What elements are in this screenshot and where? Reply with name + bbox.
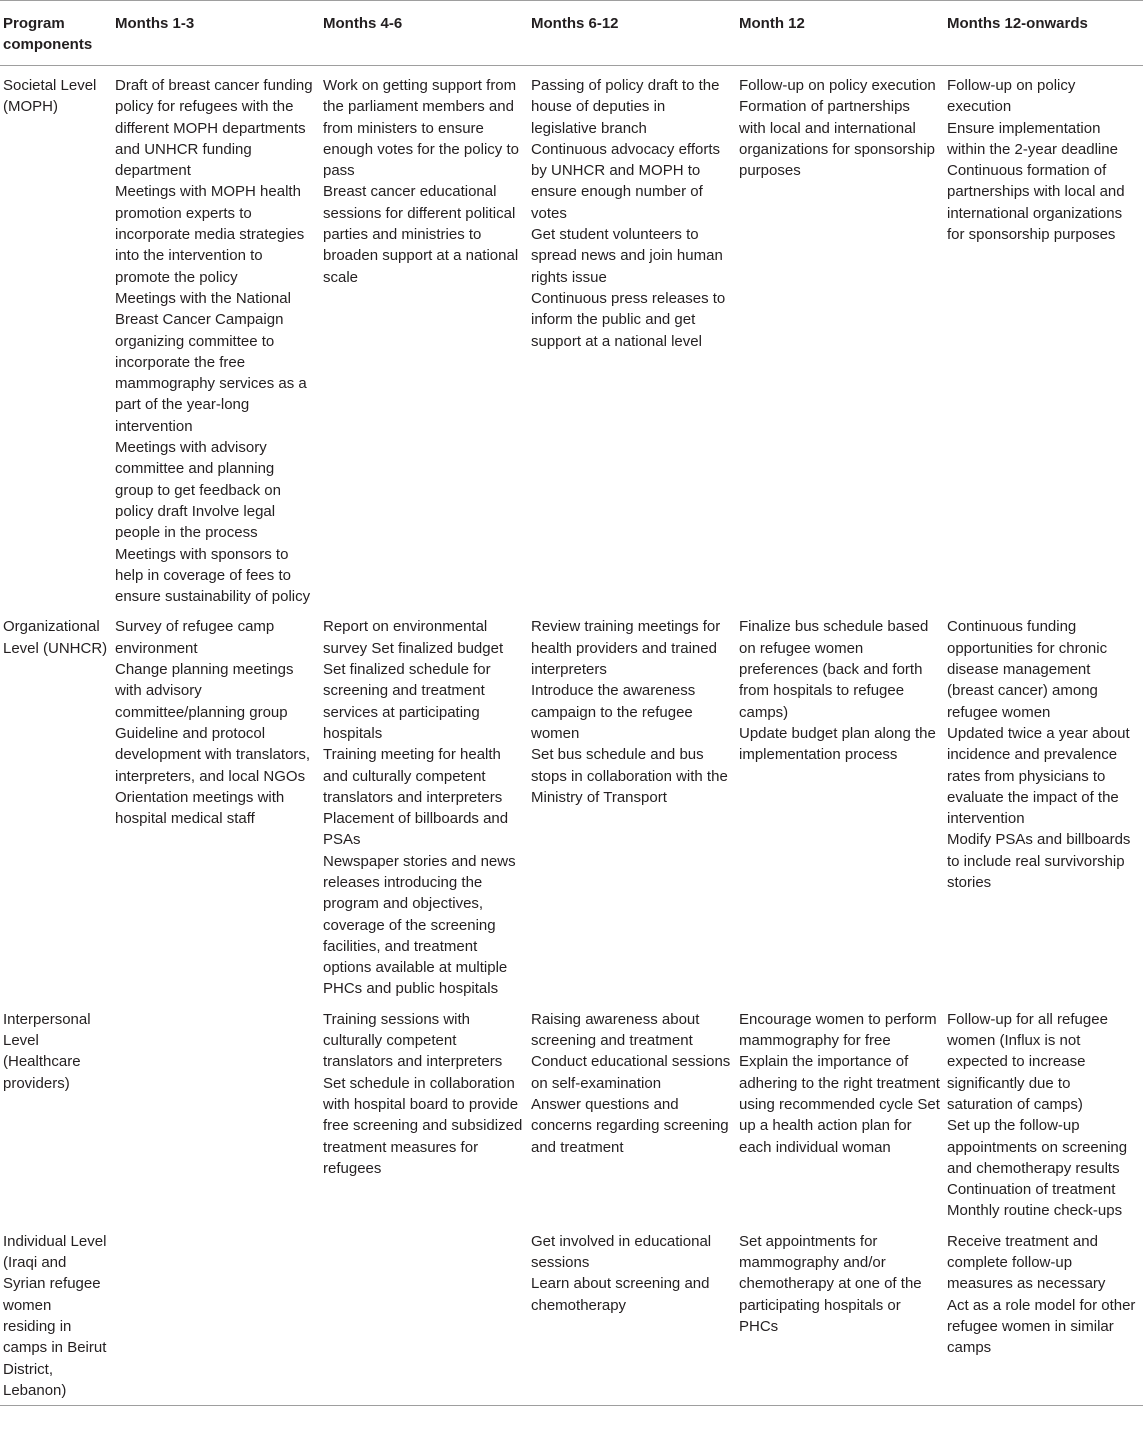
table-row (0, 607, 1143, 999)
program-component-cell: Societal Level (MOPH) (3, 77, 97, 116)
timeline-cell (112, 1222, 320, 1406)
timeline-cell (112, 1000, 320, 1222)
activity-item: Set bus schedule and bus stops in collaboration with the Ministry of Transport (531, 746, 728, 806)
program-component-cell: Organizational Level (UNHCR) (3, 618, 108, 657)
timeline-cell (112, 66, 320, 608)
timeline-cell (944, 1000, 1143, 1222)
activity-item: Encourage women to perform mammography for free (739, 1010, 937, 1050)
activity-item: Work on getting support from the parliament members and from ministers to ensure enough votes for the policy to pass (323, 77, 519, 180)
activity-item: Passing of policy draft to the house of deputies in legislative branch (531, 77, 720, 137)
timeline-cell (736, 66, 944, 608)
activity-item: Orientation meetings with hospital medical staff (115, 788, 285, 828)
program-component-cell: Individual Level (Iraqi and Syrian refugee women residing in camps in Beirut District, Lebanon) (0, 1222, 112, 1406)
activity-item: Continuous funding opportunities for chronic disease management (breast cancer) among refugee women (947, 618, 1108, 721)
timeline-cell (736, 607, 944, 999)
activity-item: Receive treatment and complete follow-up measures as necessary (947, 1232, 1106, 1293)
table-row (0, 66, 1143, 608)
activity-item: Get involved in educational sessions (531, 1232, 712, 1272)
activity-item: Raising awareness about screening and treatment (531, 1010, 700, 1050)
timeline-cell (320, 66, 528, 608)
activity-item: Answer questions and concerns regarding screening and treatment (531, 1095, 729, 1156)
activity-item: Continuous formation of partnerships with local and international organizations for sponsorship purposes (947, 162, 1125, 244)
activity-item: Newspaper stories and news releases introducing the program and objectives, coverage of the screening facilities, and treatment options available at multiple PHCs and public hospitals (323, 852, 516, 998)
activity-item: Conduct educational sessions on self-examination (531, 1053, 731, 1092)
timeline-cell (320, 1222, 528, 1406)
activity-item: Draft of breast cancer funding policy for refugees with the different MOPH departments and UNHCR funding department (115, 77, 313, 180)
activity-item: Monthly routine check-ups (947, 1202, 1123, 1220)
header-months-12-onwards: Months 12-onwards (944, 1, 1143, 66)
timeline-cell (944, 66, 1143, 608)
timeline-cell (528, 607, 736, 999)
table-row (0, 1000, 1143, 1222)
activity-item: Change planning meetings with advisory committee/planning group (115, 661, 294, 721)
activity-item: Review training meetings for health providers and trained interpreters (531, 618, 721, 679)
timeline-cell (112, 607, 320, 999)
activity-item: Continuous press releases to inform the public and get support at a national level (531, 289, 726, 350)
timeline-cell (320, 1000, 528, 1222)
activity-item: Get student volunteers to spread news and join human rights issue (531, 226, 723, 286)
activity-item: Follow-up on policy execution (947, 77, 1076, 116)
activity-item: Training sessions with culturally competent translators and interpreters (323, 1010, 503, 1071)
header-month-12: Month 12 (736, 1, 944, 66)
activity-item: Report on environmental survey Set finalized budget (323, 618, 504, 657)
header-months-6-12: Months 6-12 (528, 1, 736, 66)
activity-item: Placement of billboards and PSAs (323, 810, 509, 849)
activity-item: Set schedule in collaboration with hospital board to provide free screening and subsidized treatment measures for refugees (323, 1074, 523, 1177)
activity-item: Follow-up for all refugee women (Influx is not expected to increase significantly due to saturation of camps) (947, 1010, 1108, 1113)
timeline-cell (944, 1222, 1143, 1406)
activity-item: Ensure implementation within the 2-year deadline (947, 119, 1118, 158)
table-body (0, 66, 1143, 1406)
timeline-cell (528, 66, 736, 608)
activity-item: Set appointments for mammography and/or chemotherapy at one of the participating hospitals or PHCs (739, 1232, 922, 1335)
timeline-cell (736, 1222, 944, 1406)
activity-item: Meetings with the National Breast Cancer Campaign organizing committee to incorporate the free mammography services as a part of the year-long intervention (115, 289, 307, 435)
activity-item: Set up the follow-up appointments on screening and chemotherapy results (947, 1117, 1128, 1177)
activity-item: Act as a role model for other refugee women in similar camps (947, 1296, 1136, 1357)
activity-item: Learn about screening and chemotherapy (531, 1275, 710, 1314)
activity-item: Formation of partnerships with local and international organizations for sponsorship purposes (739, 98, 935, 180)
activity-item: Set finalized schedule for screening and treatment services at participating hospitals (323, 661, 491, 742)
activity-item: Update budget plan along the implementation process (739, 724, 936, 764)
activity-item: Follow-up on policy execution (739, 77, 936, 94)
header-months-4-6: Months 4-6 (320, 1, 528, 66)
activity-item: Finalize bus schedule based on refugee women preferences (back and forth from hospitals to refugee camps) (739, 618, 929, 721)
program-component-cell: Interpersonal Level (Healthcare providers) (3, 1010, 91, 1092)
timeline-cell (528, 1000, 736, 1222)
activity-item: Meetings with advisory committee and planning group to get feedback on policy draft Involve legal people in the process (115, 439, 281, 542)
timeline-cell (528, 1222, 736, 1406)
activity-item: Modify PSAs and billboards to include real survivorship stories (947, 831, 1131, 891)
timeline-cell (736, 1000, 944, 1222)
activity-item: Updated twice a year about incidence and prevalence rates from physicians to evaluate the impact of the intervention (947, 724, 1130, 828)
activity-item: Continuation of treatment (947, 1181, 1116, 1199)
table-row (0, 1222, 1143, 1406)
activity-item: Introduce the awareness campaign to the refugee women (531, 682, 696, 742)
activity-item: Meetings with sponsors to help in coverage of fees to ensure sustainability of policy (115, 545, 311, 606)
activity-item: Survey of refugee camp environment (115, 618, 275, 657)
activity-item: Continuous advocacy efforts by UNHCR and MOPH to ensure enough number of votes (531, 140, 721, 222)
timeline-cell (320, 607, 528, 999)
activity-item: Breast cancer educational sessions for different political parties and ministries to broaden support at a national scale (323, 183, 519, 286)
activity-item: Training meeting for health and culturally competent translators and interpreters (323, 746, 503, 806)
activity-item: Meetings with MOPH health promotion experts to incorporate media strategies into the intervention to promote the policy (115, 183, 305, 286)
timeline-cell (944, 607, 1143, 999)
activity-item: Explain the importance of adhering to the right treatment using recommended cycle Set up a health action plan for each individual woman (739, 1053, 940, 1156)
header-program-components: Program components (0, 1, 112, 66)
header-months-1-3: Months 1-3 (112, 1, 320, 66)
header-row (0, 1, 1143, 66)
activity-item: Guideline and protocol development with translators, interpreters, and local NGOs (115, 724, 311, 785)
